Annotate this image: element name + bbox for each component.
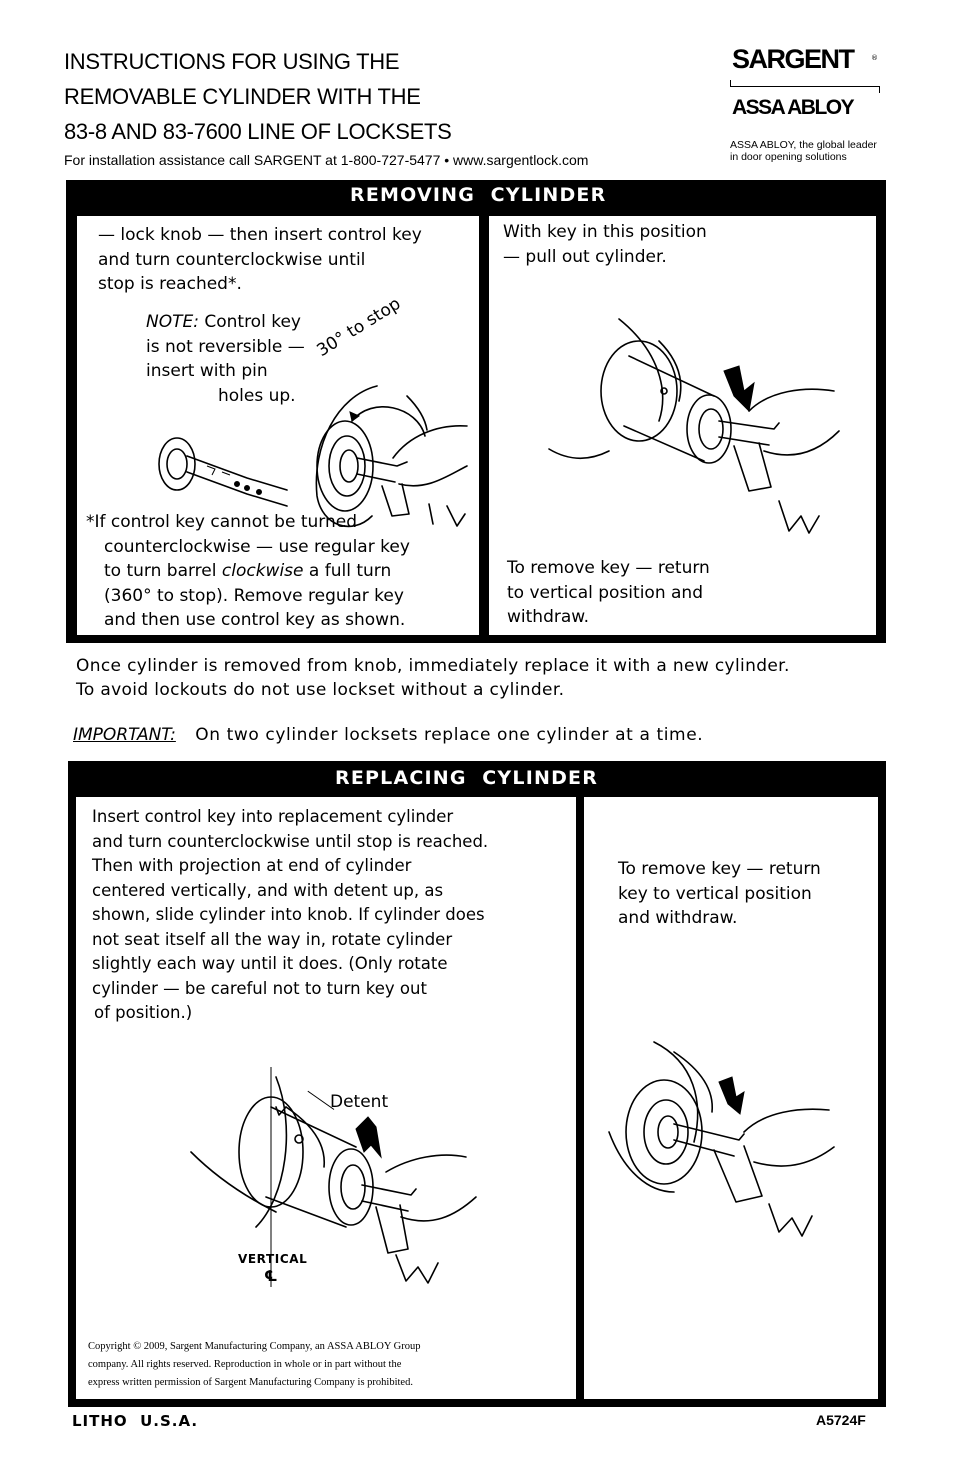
withdraw-key-illustration [604, 1032, 874, 1252]
detent-label: Detent [330, 1092, 389, 1112]
logo-rule [730, 86, 880, 87]
replace-line-2: and turn counterclockwise until stop is reached. [92, 831, 489, 851]
replacing-section [68, 761, 886, 1407]
footnote-line-3 [86, 559, 410, 584]
removing-left-panel [77, 216, 479, 635]
pull-cylinder-illustration [539, 311, 869, 541]
footnote-em: clockwise [221, 561, 304, 581]
document-code: A5724F [816, 1412, 866, 1428]
copyright-notice [88, 1338, 421, 1392]
note-line-1: Control key [198, 312, 301, 332]
help-line: For installation assistance call SARGENT at 1-800-727-5477 • www.sargentlock.com [64, 152, 589, 168]
replace-line-7: slightly each way until it does. (Only rotate [92, 954, 448, 973]
removing-line-3: stop is reached*. [98, 274, 242, 294]
copyright-line-3: express written permission of Sargent Manufacturing Company is prohibited. [88, 1377, 413, 1388]
logo-rule-tick-right [879, 86, 880, 93]
replacing-left-panel [76, 797, 576, 1399]
copyright-line-1: Copyright © 2009, Sargent Manufacturing Company, an ASSA ABLOY Group [88, 1341, 421, 1352]
parent-brand: ASSA ABLOY [732, 96, 854, 119]
pull-line-2: — pull out cylinder. [503, 246, 667, 267]
replace-line-1: Insert control key into replacement cylinder [92, 807, 454, 826]
remove-key-line-2: to vertical position and [507, 582, 703, 603]
note-line-3: insert with pin [146, 361, 268, 381]
replacement-warning [76, 654, 886, 702]
removing-line-2: and turn counterclockwise until [98, 249, 366, 270]
important-text: On two cylinder locksets replace one cylinder at a time. [195, 725, 704, 745]
registered-mark-icon: ® [871, 54, 878, 62]
footnote-line-4: (360° to stop). Remove regular key [104, 585, 404, 606]
vertical-label: VERTICAL [238, 1252, 308, 1266]
replace-remove-line-3: and withdraw. [618, 908, 738, 928]
logo-tagline [730, 139, 877, 163]
tagline-line-1: ASSA ABLOY, the global leader [730, 139, 877, 151]
removing-instructions [98, 223, 422, 297]
removing-right-panel [489, 216, 876, 635]
replace-line-3: Then with projection at end of cylinder [92, 856, 412, 875]
warning-line-1: Once cylinder is removed from knob, immediately replace it with a new cylinder. [76, 656, 790, 676]
footnote-line-1: *If control key cannot be turned [86, 512, 357, 532]
logo-rule-tick-left [730, 80, 731, 87]
replace-remove-key-instructions [618, 857, 821, 931]
pull-line-1: With key in this position [503, 222, 707, 242]
litho-label: LITHO U.S.A. [72, 1412, 199, 1430]
important-note [73, 723, 703, 747]
brand-name: SARGENT [732, 44, 854, 74]
replacing-right-panel [584, 797, 878, 1399]
replace-line-9: of position.) [94, 1003, 193, 1022]
pull-out-instructions [503, 220, 707, 269]
replace-line-5: shown, slide cylinder into knob. If cylinder does [92, 905, 485, 924]
remove-key-line-1: To remove key — return [507, 558, 710, 578]
footnote-suffix: a full turn [308, 561, 392, 581]
title-line-2: REMOVABLE CYLINDER WITH THE [64, 84, 421, 109]
copyright-line-2: company. All rights reserved. Reproduction in whole or in part without the [88, 1359, 402, 1370]
important-label: IMPORTANT: [73, 725, 176, 745]
note-line-4: holes up. [218, 385, 296, 406]
footnote-line-5: and then use control key as shown. [104, 610, 406, 630]
remove-key-instructions [507, 556, 710, 630]
footnote-line-2: counterclockwise — use regular key [104, 536, 410, 557]
tagline-line-2: in door opening solutions [730, 151, 847, 163]
title-line-3: 83-8 AND 83-7600 LINE OF LOCKSETS [64, 119, 452, 144]
removing-line-1: — lock knob — then insert control key [98, 225, 422, 245]
title-line-1: INSTRUCTIONS FOR USING THE [64, 49, 400, 74]
control-key-icon [159, 438, 287, 506]
document-header [64, 44, 704, 149]
replace-remove-line-1: To remove key — return [618, 859, 821, 879]
replace-line-8: cylinder — be careful not to turn key out [92, 978, 427, 998]
knob-icon [316, 386, 467, 526]
note-line-2: is not reversible — [146, 336, 305, 357]
replace-line-6: not seat itself all the way in, rotate cylinder [92, 929, 453, 949]
replacing-title: REPLACING CYLINDER [335, 767, 599, 789]
removing-section [66, 180, 886, 643]
angle-label: 30° to stop [313, 293, 405, 361]
centerline-label: ℄ [264, 1267, 278, 1285]
warning-line-2: To avoid lockouts do not use lockset without a cylinder. [76, 680, 565, 700]
replace-remove-line-2: key to vertical position [618, 883, 812, 904]
remove-key-line-3: withdraw. [507, 607, 590, 627]
note-label: NOTE: [146, 312, 199, 332]
replace-instructions [92, 805, 488, 1026]
footnote-block [86, 510, 410, 633]
replace-line-4: centered vertically, and with detent up, as [92, 880, 444, 900]
removing-title: REMOVING CYLINDER [350, 184, 607, 206]
footnote-prefix: to turn barrel [104, 561, 222, 581]
